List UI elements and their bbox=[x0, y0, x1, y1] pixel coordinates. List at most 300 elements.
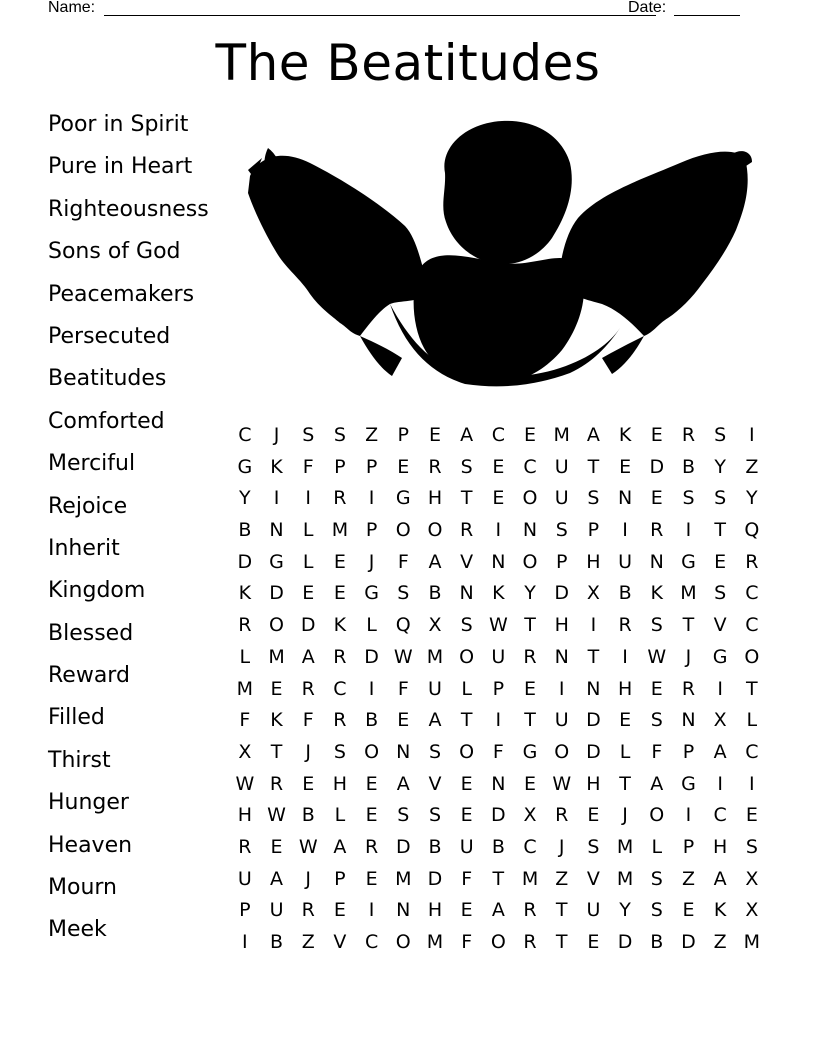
grid-letter[interactable]: S bbox=[302, 424, 315, 446]
grid-letter[interactable]: E bbox=[333, 582, 346, 605]
name-field[interactable] bbox=[104, 15, 656, 16]
grid-letter[interactable]: T bbox=[555, 899, 568, 922]
grid-letter[interactable]: A bbox=[396, 772, 410, 795]
grid-letter[interactable]: E bbox=[524, 677, 537, 700]
grid-letter[interactable]: J bbox=[622, 804, 628, 827]
grid-letter[interactable]: Z bbox=[681, 867, 695, 890]
grid-letter[interactable]: S bbox=[714, 424, 727, 446]
grid-letter[interactable]: X bbox=[238, 740, 252, 763]
grid-letter[interactable]: S bbox=[397, 804, 410, 827]
date-label: Date: bbox=[628, 0, 667, 16]
grid-letter[interactable]: P bbox=[587, 519, 600, 542]
grid-letter[interactable]: L bbox=[746, 709, 758, 732]
grid-letter[interactable]: X bbox=[586, 582, 600, 605]
grid-letter[interactable]: E bbox=[333, 899, 346, 922]
grid-letter[interactable]: C bbox=[745, 740, 759, 763]
grid-letter[interactable]: Y bbox=[714, 455, 726, 478]
grid-letter[interactable]: H bbox=[237, 804, 252, 827]
grid-letter[interactable]: O bbox=[395, 931, 411, 953]
grid-letter[interactable]: N bbox=[491, 550, 506, 573]
grid-letter[interactable]: S bbox=[333, 424, 346, 446]
grid-letter[interactable]: N bbox=[396, 740, 411, 763]
grid-letter[interactable]: R bbox=[238, 835, 252, 858]
grid-letter[interactable]: D bbox=[237, 550, 253, 573]
grid-letter[interactable]: X bbox=[713, 709, 727, 732]
grid-letter[interactable]: F bbox=[302, 455, 314, 478]
grid-letter[interactable]: R bbox=[364, 835, 379, 858]
grid-letter[interactable]: I bbox=[749, 772, 755, 795]
word-list-item: Comforted bbox=[48, 408, 165, 434]
grid-letter[interactable]: R bbox=[238, 614, 252, 637]
grid-letter[interactable]: E bbox=[365, 867, 378, 890]
grid-letter[interactable]: R bbox=[523, 645, 537, 668]
grid-letter[interactable]: E bbox=[524, 772, 537, 795]
grid-letter[interactable]: M bbox=[395, 867, 412, 890]
grid-letter[interactable]: L bbox=[302, 550, 314, 573]
grid-letter[interactable]: D bbox=[586, 709, 601, 732]
grid-letter[interactable]: T bbox=[587, 645, 600, 668]
grid-letter[interactable]: A bbox=[713, 867, 727, 890]
grid-letter[interactable]: R bbox=[333, 645, 347, 668]
grid-letter[interactable]: Q bbox=[395, 614, 411, 637]
grid-letter[interactable]: V bbox=[428, 772, 442, 795]
grid-letter[interactable]: E bbox=[270, 835, 283, 858]
grid-letter[interactable]: V bbox=[460, 550, 474, 573]
grid-letter[interactable]: H bbox=[617, 677, 633, 700]
grid-letter[interactable]: O bbox=[459, 645, 475, 668]
grid-letter[interactable]: U bbox=[554, 455, 569, 478]
grid-letter[interactable]: W bbox=[552, 772, 572, 795]
grid-letter[interactable]: S bbox=[650, 867, 663, 890]
grid-letter[interactable]: B bbox=[650, 931, 664, 953]
grid-letter[interactable]: J bbox=[305, 740, 312, 763]
grid-letter[interactable]: D bbox=[427, 867, 443, 890]
grid-letter[interactable]: X bbox=[523, 804, 537, 827]
grid-letter[interactable]: V bbox=[586, 867, 600, 890]
grid-letter[interactable]: Y bbox=[524, 582, 536, 605]
grid-letter[interactable]: C bbox=[745, 582, 759, 605]
grid-letter[interactable]: I bbox=[368, 899, 375, 922]
grid-letter[interactable]: N bbox=[491, 772, 506, 795]
grid-row bbox=[229, 895, 768, 927]
grid-letter[interactable]: T bbox=[619, 772, 631, 795]
grid-letter[interactable]: M bbox=[521, 867, 539, 890]
grid-letter[interactable]: L bbox=[334, 804, 346, 827]
grid-letter[interactable]: E bbox=[587, 804, 600, 827]
grid-letter[interactable]: U bbox=[237, 867, 252, 890]
grid-letter[interactable]: F bbox=[492, 740, 504, 763]
grid-letter[interactable]: P bbox=[365, 519, 378, 542]
word-list-item: Poor in Spirit bbox=[48, 112, 189, 137]
grid-letter[interactable]: D bbox=[491, 804, 506, 827]
grid-letter[interactable]: F bbox=[461, 867, 473, 890]
grid-letter[interactable]: D bbox=[617, 931, 633, 953]
grid-letter[interactable]: O bbox=[395, 519, 411, 542]
grid-letter[interactable]: N bbox=[554, 645, 569, 668]
grid-letter[interactable]: E bbox=[682, 899, 695, 922]
grid-letter[interactable]: I bbox=[590, 614, 597, 637]
grid-letter[interactable]: K bbox=[713, 899, 727, 922]
grid-letter[interactable]: X bbox=[745, 867, 759, 890]
grid-letter[interactable]: I bbox=[622, 519, 628, 542]
grid-letter[interactable]: U bbox=[618, 550, 633, 573]
grid-letter[interactable]: T bbox=[460, 709, 473, 732]
grid-letter[interactable]: S bbox=[428, 740, 441, 763]
grid-letter[interactable]: L bbox=[366, 614, 377, 637]
grid-letter[interactable]: U bbox=[586, 899, 601, 922]
grid-letter[interactable]: R bbox=[618, 614, 632, 637]
grid-letter[interactable]: W bbox=[267, 804, 286, 827]
grid-letter[interactable]: M bbox=[426, 931, 444, 953]
grid-letter[interactable]: D bbox=[269, 582, 284, 605]
grid-letter[interactable]: R bbox=[333, 709, 347, 732]
grid-letter[interactable]: H bbox=[427, 487, 443, 510]
grid-letter[interactable]: G bbox=[364, 582, 379, 605]
grid-letter[interactable]: M bbox=[268, 645, 285, 668]
grid-letter[interactable]: R bbox=[745, 550, 759, 573]
grid-letter[interactable]: E bbox=[460, 899, 473, 922]
grid-letter[interactable]: A bbox=[460, 424, 474, 446]
grid-letter[interactable]: T bbox=[587, 455, 600, 478]
grid-letter[interactable]: G bbox=[395, 487, 411, 510]
grid-letter[interactable]: U bbox=[269, 899, 284, 922]
grid-letter[interactable]: E bbox=[365, 772, 378, 795]
grid-letter[interactable]: D bbox=[681, 931, 696, 953]
grid-letter[interactable]: D bbox=[649, 455, 665, 478]
grid-letter[interactable]: P bbox=[334, 867, 346, 890]
grid-letter[interactable]: I bbox=[685, 519, 692, 542]
grid-letter[interactable]: E bbox=[587, 931, 600, 953]
grid-letter[interactable]: E bbox=[428, 424, 441, 446]
grid-letter[interactable]: N bbox=[649, 550, 664, 573]
grid-letter[interactable]: I bbox=[242, 931, 248, 953]
grid-letter[interactable]: F bbox=[461, 931, 473, 953]
grid-row bbox=[229, 547, 768, 579]
grid-letter[interactable]: S bbox=[428, 804, 441, 827]
date-field[interactable] bbox=[674, 15, 740, 16]
grid-letter[interactable]: P bbox=[365, 455, 378, 478]
grid-letter[interactable]: D bbox=[395, 835, 411, 858]
grid-letter[interactable]: G bbox=[269, 550, 284, 573]
grid-letter[interactable]: S bbox=[460, 614, 473, 637]
grid-letter[interactable]: S bbox=[397, 582, 410, 605]
grid-letter[interactable]: E bbox=[365, 804, 378, 827]
grid-letter[interactable]: L bbox=[619, 740, 631, 763]
grid-letter[interactable]: Z bbox=[555, 867, 569, 890]
grid-letter[interactable]: S bbox=[714, 487, 727, 510]
grid-letter[interactable]: I bbox=[717, 772, 723, 795]
grid-letter[interactable]: R bbox=[428, 455, 442, 478]
grid-letter[interactable]: S bbox=[650, 709, 663, 732]
grid-letter[interactable]: A bbox=[270, 867, 284, 890]
grid-letter[interactable]: R bbox=[681, 424, 696, 446]
grid-letter[interactable]: E bbox=[302, 772, 315, 795]
grid-letter[interactable]: V bbox=[333, 931, 347, 953]
grid-letter[interactable]: G bbox=[522, 740, 538, 763]
grid-letter[interactable]: C bbox=[745, 614, 759, 637]
grid-letter[interactable]: D bbox=[586, 740, 601, 763]
grid-letter[interactable]: O bbox=[522, 550, 538, 573]
grid-letter[interactable]: E bbox=[650, 487, 663, 510]
grid-letter[interactable]: L bbox=[239, 645, 251, 668]
grid-letter[interactable]: W bbox=[298, 835, 318, 858]
grid-letter[interactable]: Z bbox=[365, 424, 379, 446]
grid-letter[interactable]: I bbox=[495, 709, 502, 732]
grid-letter[interactable]: I bbox=[749, 424, 755, 446]
grid-letter[interactable]: R bbox=[523, 899, 537, 922]
grid-letter[interactable]: A bbox=[301, 645, 315, 668]
grid-letter[interactable]: O bbox=[554, 740, 570, 763]
grid-letter[interactable]: E bbox=[270, 677, 283, 700]
grid-letter[interactable]: W bbox=[393, 645, 413, 668]
grid-letter[interactable]: B bbox=[365, 709, 379, 732]
grid-letter[interactable]: E bbox=[492, 455, 505, 478]
grid-letter[interactable]: M bbox=[553, 424, 570, 446]
grid-letter[interactable]: N bbox=[396, 899, 411, 922]
grid-letter[interactable]: S bbox=[714, 582, 727, 605]
grid-letter[interactable]: F bbox=[397, 677, 409, 700]
grid-letter[interactable]: U bbox=[428, 677, 442, 700]
grid-letter[interactable]: G bbox=[712, 645, 728, 668]
grid-letter[interactable]: T bbox=[460, 487, 473, 510]
grid-letter[interactable]: P bbox=[682, 835, 695, 858]
grid-letter[interactable]: K bbox=[333, 614, 347, 637]
grid-letter[interactable]: A bbox=[428, 709, 442, 732]
grid-letter[interactable]: S bbox=[650, 614, 663, 637]
grid-letter[interactable]: C bbox=[523, 455, 537, 478]
grid-letter[interactable]: T bbox=[714, 519, 726, 542]
grid-letter[interactable]: T bbox=[555, 931, 568, 953]
grid-letter[interactable]: X bbox=[745, 899, 759, 922]
grid-letter[interactable]: E bbox=[333, 550, 346, 573]
grid-letter[interactable]: J bbox=[368, 550, 375, 573]
grid-letter[interactable]: R bbox=[301, 677, 315, 700]
grid-letter[interactable]: R bbox=[333, 487, 347, 510]
grid-letter[interactable]: Z bbox=[301, 931, 315, 953]
word-list-item: Merciful bbox=[48, 451, 136, 477]
grid-letter[interactable]: A bbox=[650, 772, 664, 795]
grid-letter[interactable]: T bbox=[524, 614, 536, 637]
grid-letter[interactable]: H bbox=[554, 614, 569, 637]
grid-letter[interactable]: I bbox=[368, 677, 375, 700]
grid-letter[interactable]: I bbox=[305, 487, 312, 510]
grid-letter[interactable]: O bbox=[269, 614, 285, 637]
grid-letter[interactable]: B bbox=[681, 455, 695, 478]
grid-letter[interactable]: I bbox=[368, 487, 375, 510]
grid-letter[interactable]: M bbox=[331, 519, 349, 542]
grid-letter[interactable]: E bbox=[714, 550, 727, 573]
grid-letter[interactable]: M bbox=[616, 835, 634, 858]
grid-letter[interactable]: N bbox=[586, 677, 601, 700]
grid-letter[interactable]: B bbox=[301, 804, 315, 827]
grid-letter[interactable]: R bbox=[301, 899, 315, 922]
grid-letter[interactable]: N bbox=[269, 519, 284, 542]
grid-letter[interactable]: U bbox=[459, 835, 474, 858]
grid-letter[interactable]: L bbox=[302, 519, 314, 542]
grid-letter[interactable]: P bbox=[555, 550, 568, 573]
grid-letter[interactable]: N bbox=[617, 487, 633, 510]
grid-letter[interactable]: B bbox=[270, 931, 284, 953]
grid-letter[interactable]: T bbox=[492, 867, 505, 890]
grid-letter[interactable]: T bbox=[270, 740, 283, 763]
grid-letter[interactable]: B bbox=[238, 519, 252, 542]
grid-letter[interactable]: I bbox=[558, 677, 565, 700]
grid-letter[interactable]: P bbox=[239, 899, 251, 922]
grid-letter[interactable]: C bbox=[364, 931, 379, 953]
grid-letter[interactable]: W bbox=[235, 772, 255, 795]
grid-letter[interactable]: J bbox=[558, 835, 565, 858]
grid-letter[interactable]: I bbox=[717, 677, 723, 700]
grid-letter[interactable]: R bbox=[269, 772, 284, 795]
grid-letter[interactable]: K bbox=[492, 582, 505, 605]
grid-letter[interactable]: S bbox=[460, 455, 473, 478]
grid-letter[interactable]: S bbox=[333, 740, 346, 763]
grid-letter[interactable]: E bbox=[650, 424, 663, 446]
grid-letter[interactable]: Y bbox=[746, 487, 758, 510]
grid-letter[interactable]: O bbox=[522, 487, 538, 510]
grid-letter[interactable]: H bbox=[586, 772, 601, 795]
grid-letter[interactable]: E bbox=[619, 455, 632, 478]
grid-letter[interactable]: R bbox=[523, 931, 537, 953]
grid-letter[interactable]: M bbox=[680, 582, 697, 605]
grid-letter[interactable]: Y bbox=[239, 487, 251, 510]
grid-letter[interactable]: K bbox=[618, 424, 632, 446]
grid-letter[interactable]: E bbox=[397, 455, 410, 478]
grid-letter[interactable]: K bbox=[270, 455, 283, 478]
grid-letter[interactable]: E bbox=[460, 772, 473, 795]
grid-letter[interactable]: M bbox=[426, 645, 444, 668]
grid-letter[interactable]: M bbox=[616, 867, 634, 890]
grid-letter[interactable]: E bbox=[302, 582, 315, 605]
grid-letter[interactable]: I bbox=[273, 487, 280, 510]
grid-letter[interactable]: A bbox=[333, 835, 347, 858]
grid-letter[interactable]: K bbox=[650, 582, 664, 605]
grid-letter[interactable]: S bbox=[682, 487, 695, 510]
grid-letter[interactable]: Z bbox=[745, 455, 759, 478]
grid-letter[interactable]: O bbox=[744, 645, 760, 668]
grid-letter[interactable]: I bbox=[622, 645, 628, 668]
grid-letter[interactable]: R bbox=[555, 804, 569, 827]
grid-letter[interactable]: E bbox=[397, 709, 410, 732]
grid-letter[interactable]: J bbox=[305, 867, 312, 890]
grid-letter[interactable]: O bbox=[459, 740, 475, 763]
grid-letter[interactable]: S bbox=[587, 487, 600, 510]
grid-letter[interactable]: A bbox=[428, 550, 442, 573]
grid-letter[interactable]: O bbox=[364, 740, 380, 763]
grid-letter[interactable]: N bbox=[522, 519, 538, 542]
grid-letter[interactable]: E bbox=[650, 677, 663, 700]
grid-letter[interactable]: S bbox=[650, 899, 663, 922]
grid-letter[interactable]: X bbox=[428, 614, 442, 637]
grid-letter[interactable]: U bbox=[554, 709, 569, 732]
grid-letter[interactable]: O bbox=[490, 931, 506, 953]
grid-letter[interactable]: E bbox=[745, 804, 758, 827]
grid-letter[interactable]: B bbox=[491, 835, 505, 858]
grid-letter[interactable]: G bbox=[237, 455, 253, 478]
grid-letter[interactable]: Q bbox=[744, 519, 760, 542]
grid-letter[interactable]: H bbox=[713, 835, 728, 858]
grid-letter[interactable]: F bbox=[239, 709, 251, 732]
grid-letter[interactable]: C bbox=[523, 835, 537, 858]
grid-letter[interactable]: A bbox=[586, 424, 600, 446]
grid-letter[interactable]: P bbox=[492, 677, 505, 700]
grid-letter[interactable]: U bbox=[491, 645, 506, 668]
grid-letter[interactable]: D bbox=[364, 645, 379, 668]
grid-letter[interactable]: B bbox=[428, 582, 442, 605]
grid-letter[interactable]: J bbox=[685, 645, 692, 668]
grid-letter[interactable]: N bbox=[459, 582, 474, 605]
grid-letter[interactable]: S bbox=[587, 835, 600, 858]
grid-letter[interactable]: I bbox=[685, 804, 692, 827]
grid-letter[interactable]: O bbox=[649, 804, 665, 827]
grid-letter[interactable]: C bbox=[713, 804, 727, 827]
grid-letter[interactable]: C bbox=[333, 677, 347, 700]
grid-letter[interactable]: A bbox=[491, 899, 505, 922]
grid-letter[interactable]: B bbox=[428, 835, 442, 858]
grid-letter[interactable]: J bbox=[273, 424, 280, 446]
grid-letter[interactable]: R bbox=[650, 519, 664, 542]
grid-letter[interactable]: B bbox=[618, 582, 632, 605]
word-search-grid[interactable] bbox=[229, 420, 768, 959]
grid-letter[interactable]: F bbox=[302, 709, 314, 732]
grid-letter[interactable]: S bbox=[555, 519, 568, 542]
grid-letter[interactable]: C bbox=[491, 424, 505, 446]
grid-letter[interactable]: T bbox=[746, 677, 758, 700]
grid-letter[interactable]: F bbox=[651, 740, 663, 763]
grid-letter[interactable]: M bbox=[743, 931, 761, 953]
grid-letter[interactable]: H bbox=[586, 550, 601, 573]
grid-letter[interactable]: P bbox=[397, 424, 410, 446]
grid-letter[interactable]: E bbox=[619, 709, 632, 732]
grid-letter[interactable]: U bbox=[554, 487, 569, 510]
grid-letter[interactable]: H bbox=[427, 899, 443, 922]
grid-letter[interactable]: C bbox=[238, 424, 252, 446]
grid-letter[interactable]: K bbox=[238, 582, 252, 605]
grid-letter[interactable]: I bbox=[495, 519, 502, 542]
grid-letter[interactable]: M bbox=[236, 677, 254, 700]
grid-letter[interactable]: T bbox=[682, 614, 695, 637]
grid-letter[interactable]: K bbox=[270, 709, 283, 732]
grid-letter[interactable]: L bbox=[461, 677, 472, 700]
grid-letter[interactable]: Z bbox=[713, 931, 727, 953]
grid-letter[interactable]: D bbox=[554, 582, 570, 605]
grid-letter[interactable]: R bbox=[681, 677, 696, 700]
grid-letter[interactable]: G bbox=[681, 772, 696, 795]
grid-letter[interactable]: S bbox=[745, 835, 758, 858]
grid-letter[interactable]: H bbox=[332, 772, 348, 795]
grid-letter[interactable]: Y bbox=[619, 899, 631, 922]
grid-letter[interactable]: G bbox=[681, 550, 696, 573]
word-list-item: Rejoice bbox=[48, 493, 128, 519]
grid-letter[interactable]: E bbox=[492, 487, 505, 510]
grid-letter[interactable]: D bbox=[300, 614, 316, 637]
grid-letter[interactable]: O bbox=[427, 519, 443, 542]
grid-letter[interactable]: R bbox=[460, 519, 474, 542]
grid-letter[interactable]: F bbox=[397, 550, 409, 573]
grid-letter[interactable]: L bbox=[651, 835, 663, 858]
grid-letter[interactable]: N bbox=[681, 709, 696, 732]
grid-letter[interactable]: V bbox=[713, 614, 727, 637]
grid-letter[interactable]: W bbox=[488, 614, 508, 637]
grid-letter[interactable]: E bbox=[460, 804, 473, 827]
grid-letter[interactable]: W bbox=[647, 645, 667, 668]
grid-letter[interactable]: A bbox=[713, 740, 727, 763]
grid-letter[interactable]: E bbox=[524, 424, 537, 446]
grid-row bbox=[229, 610, 768, 642]
grid-letter[interactable]: P bbox=[334, 455, 346, 478]
grid-letter[interactable]: P bbox=[682, 740, 695, 763]
grid-letter[interactable]: T bbox=[524, 709, 536, 732]
